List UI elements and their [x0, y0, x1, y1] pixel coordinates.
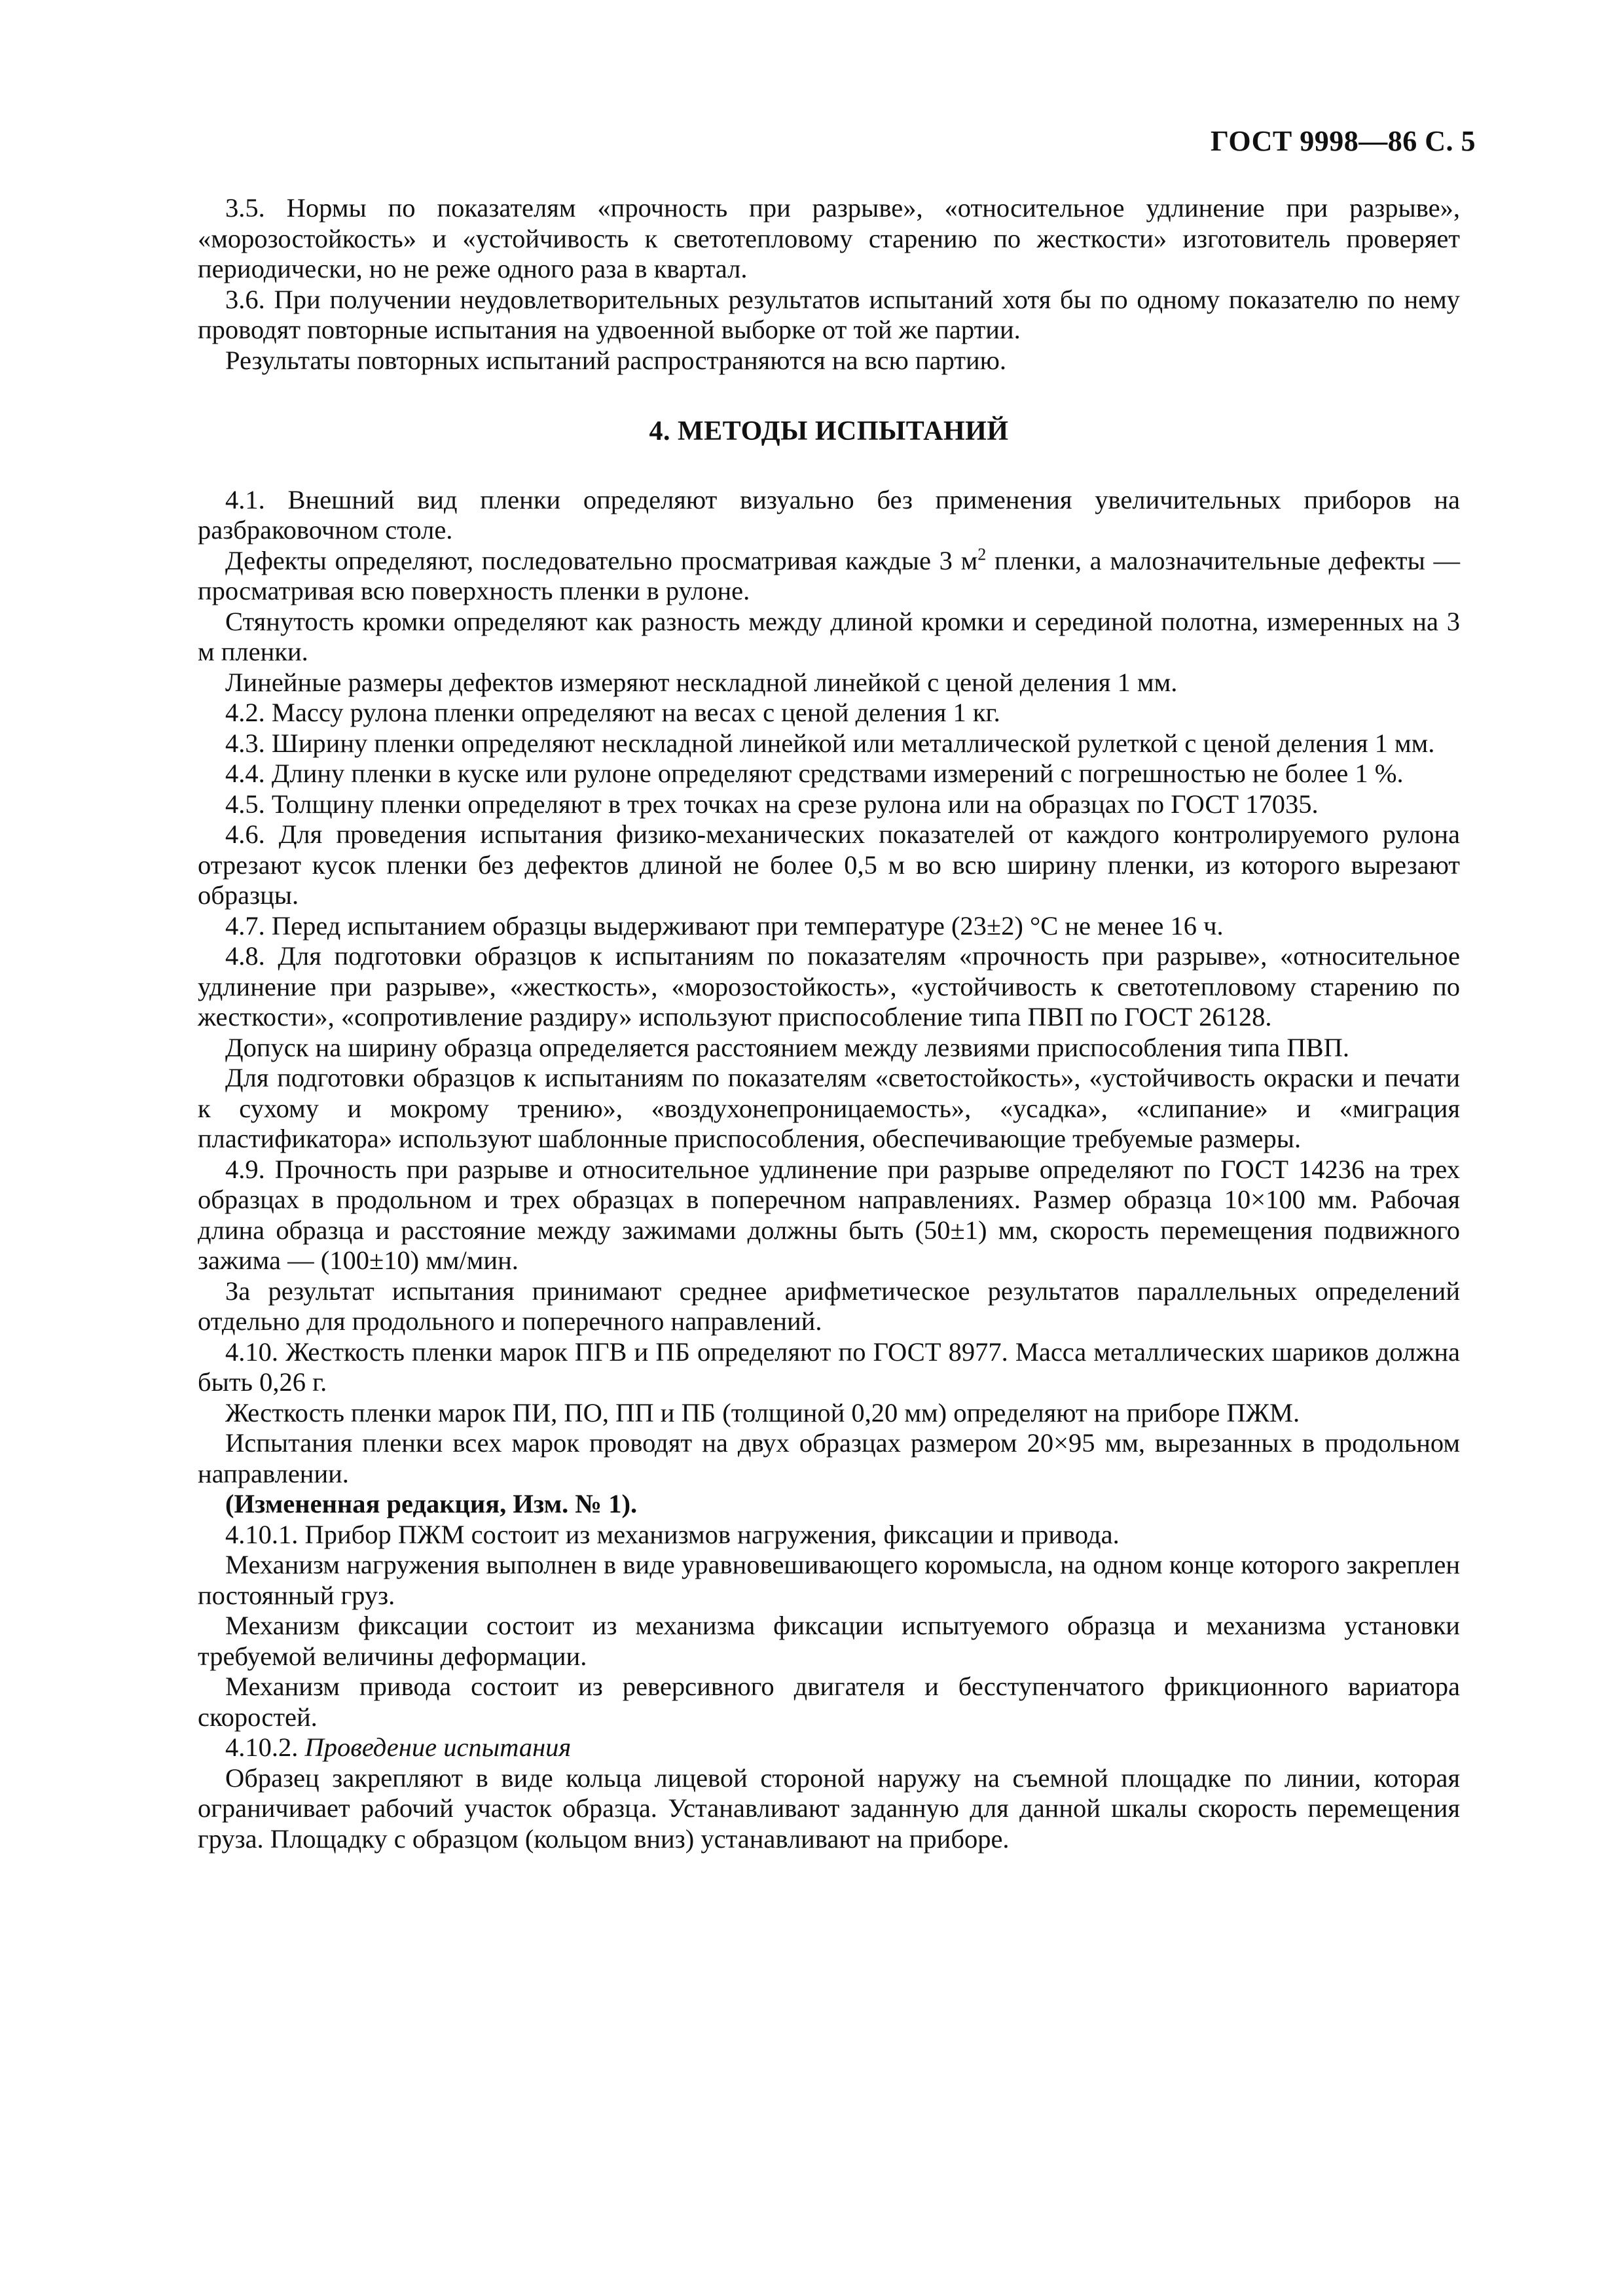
amendment-note: (Измененная редакция, Изм. № 1).	[225, 1489, 638, 1518]
paragraph-4-2: 4.2. Массу рулона пленки определяют на весах с ценой деления 1 кг.	[225, 698, 1000, 727]
paragraph-4-5: 4.5. Толщину пленки определяют в трех точках на срезе рулона или на образцах по ГОСТ 17035.	[225, 789, 1319, 819]
section-title: 4. МЕТОДЫ ИСПЫТАНИЙ	[649, 416, 1009, 446]
paragraph-3-5: 3.5. Нормы по показателям «прочность при разрыве», «относительное удлинение при разрыве», «морозостойкость» и «устойчивость к светотепловому старению по жесткости» изготовитель проверяет периодически, но не реже одного раза в квартал.	[198, 193, 1460, 283]
paragraph-procedure: Образец закрепляют в виде кольца лицевой стороной наружу на съемной площадке по линии, которая ограничивает рабочий участок образца. Устанавливают заданную для данной шкалы скорость перемещения груза. Площадку с образцом (кольцом вниз) устанавливают на приборе.	[198, 1763, 1460, 1854]
defects-text-end: пленки, а малозначительные дефекты — просматривая всю поверхность пленки в рулоне.	[198, 545, 1460, 605]
paragraph-4-1: 4.1. Внешний вид пленки определяют визуально без применения увеличительных приборов на разбраковочном столе.	[198, 484, 1460, 545]
paragraph-4-8-templates: Для подготовки образцов к испытаниям по показателям «светостойкость», «устойчивость окраски и печати к сухому и мокрому трению», «воздухонепроницаемость», «усадка», «слипание» и «миграция пластификатора» используют шаблонные приспособления, обеспечивающие требуемые размеры.	[198, 1063, 1460, 1153]
paragraph-4-3: 4.3. Ширину пленки определяют нескладной линейкой или металлической рулеткой с ценой деления 1 мм.	[225, 728, 1435, 758]
paragraph-4-10-pzhm: Жесткость пленки марок ПИ, ПО, ПП и ПБ (толщиной 0,20 мм) определяют на приборе ПЖМ.	[225, 1397, 1300, 1427]
paragraph-4-6: 4.6. Для проведения испытания физико-механических показателей от каждого контролируемого рулона отрезают кусок пленки без дефектов длиной не более 0,5 м во всю ширину пленки, из которого вырезают образцы.	[198, 819, 1460, 910]
paragraph-4-10-1: 4.10.1. Прибор ПЖМ состоит из механизмов нагружения, фиксации и привода.	[225, 1519, 1120, 1549]
paragraph-4-4: 4.4. Длину пленки в куске или рулоне определяют средствами измерений с погрешностью не более 1 %.	[225, 759, 1404, 788]
defects-text-start: Дефекты определяют, последовательно просматривая каждые 3 м	[225, 545, 978, 575]
superscript-two: 2	[977, 545, 987, 564]
page-header: ГОСТ 9998—86 С. 5	[1210, 125, 1476, 157]
paragraph-drive-mechanism: Механизм привода состоит из реверсивного двигателя и бесступенчатого фрикционного вариатора скоростей.	[198, 1672, 1460, 1732]
paragraph-4-10: 4.10. Жесткость пленки марок ПГВ и ПБ определяют по ГОСТ 8977. Масса металлических шариков должна быть 0,26 г.	[198, 1336, 1460, 1397]
paragraph-4-10-2	[198, 1732, 1460, 1763]
paragraph-4-10-samples: Испытания пленки всех марок проводят на двух образцах размером 20×95 мм, вырезанных в продольном направлении.	[198, 1428, 1460, 1488]
paragraph-3-6: 3.6. При получении неудовлетворительных результатов испытаний хотя бы по одному показателю по нему проводят повторные испытания на удвоенной выборке от той же партии.	[198, 284, 1460, 344]
paragraph-4-1-edge: Стянутость кромки определяют как разность между длиной кромки и серединой полотна, измеренных на 3 м пленки.	[198, 606, 1460, 666]
clause-title: Проведение испытания	[304, 1732, 572, 1762]
clause-number: 4.10.2.	[225, 1732, 305, 1762]
paragraph-4-8-tolerance: Допуск на ширину образца определяется расстоянием между лезвиями приспособления типа ПВП.	[225, 1032, 1349, 1062]
paragraph-fixation-mechanism: Механизм фиксации состоит из механизма фиксации испытуемого образца и механизма установки требуемой величины деформации.	[198, 1611, 1460, 1671]
paragraph-4-7: 4.7. Перед испытанием образцы выдерживают при температуре (23±2) °С не менее 16 ч.	[225, 910, 1224, 941]
paragraph-4-1-linear: Линейные размеры дефектов измеряют нескладной линейкой с ценой деления 1 мм.	[225, 667, 1178, 697]
paragraph-4-1-defects	[198, 546, 1460, 607]
paragraph-loading-mechanism: Механизм нагружения выполнен в виде уравновешивающего коромысла, на одном конце которого закреплен постоянный груз.	[198, 1550, 1460, 1610]
paragraph-4-8: 4.8. Для подготовки образцов к испытаниям по показателям «прочность при разрыве», «относительное удлинение при разрыве», «жесткость», «морозостойкость», «устойчивость к светотепловому старению по жесткости», «сопротивление раздиру» используют приспособление типа ПВП по ГОСТ 26128.	[198, 941, 1460, 1031]
paragraph-3-6-results: Результаты повторных испытаний распространяются на всю партию.	[225, 345, 1007, 375]
paragraph-4-9: 4.9. Прочность при разрыве и относительное удлинение при разрыве определяют по ГОСТ 14236 на трех образцах в продольном и трех образцах в поперечном направлениях. Размер образца 10×100 мм. Рабочая длина образца и расстояние между зажимами должны быть (50±1) мм, скорость перемещения подвижного зажима — (100±10) мм/мин.	[198, 1154, 1460, 1275]
paragraph-4-9-result: За результат испытания принимают среднее арифметическое результатов параллельных определений отдельно для продольного и поперечного направлений.	[198, 1276, 1460, 1336]
document-body	[198, 193, 1460, 1854]
